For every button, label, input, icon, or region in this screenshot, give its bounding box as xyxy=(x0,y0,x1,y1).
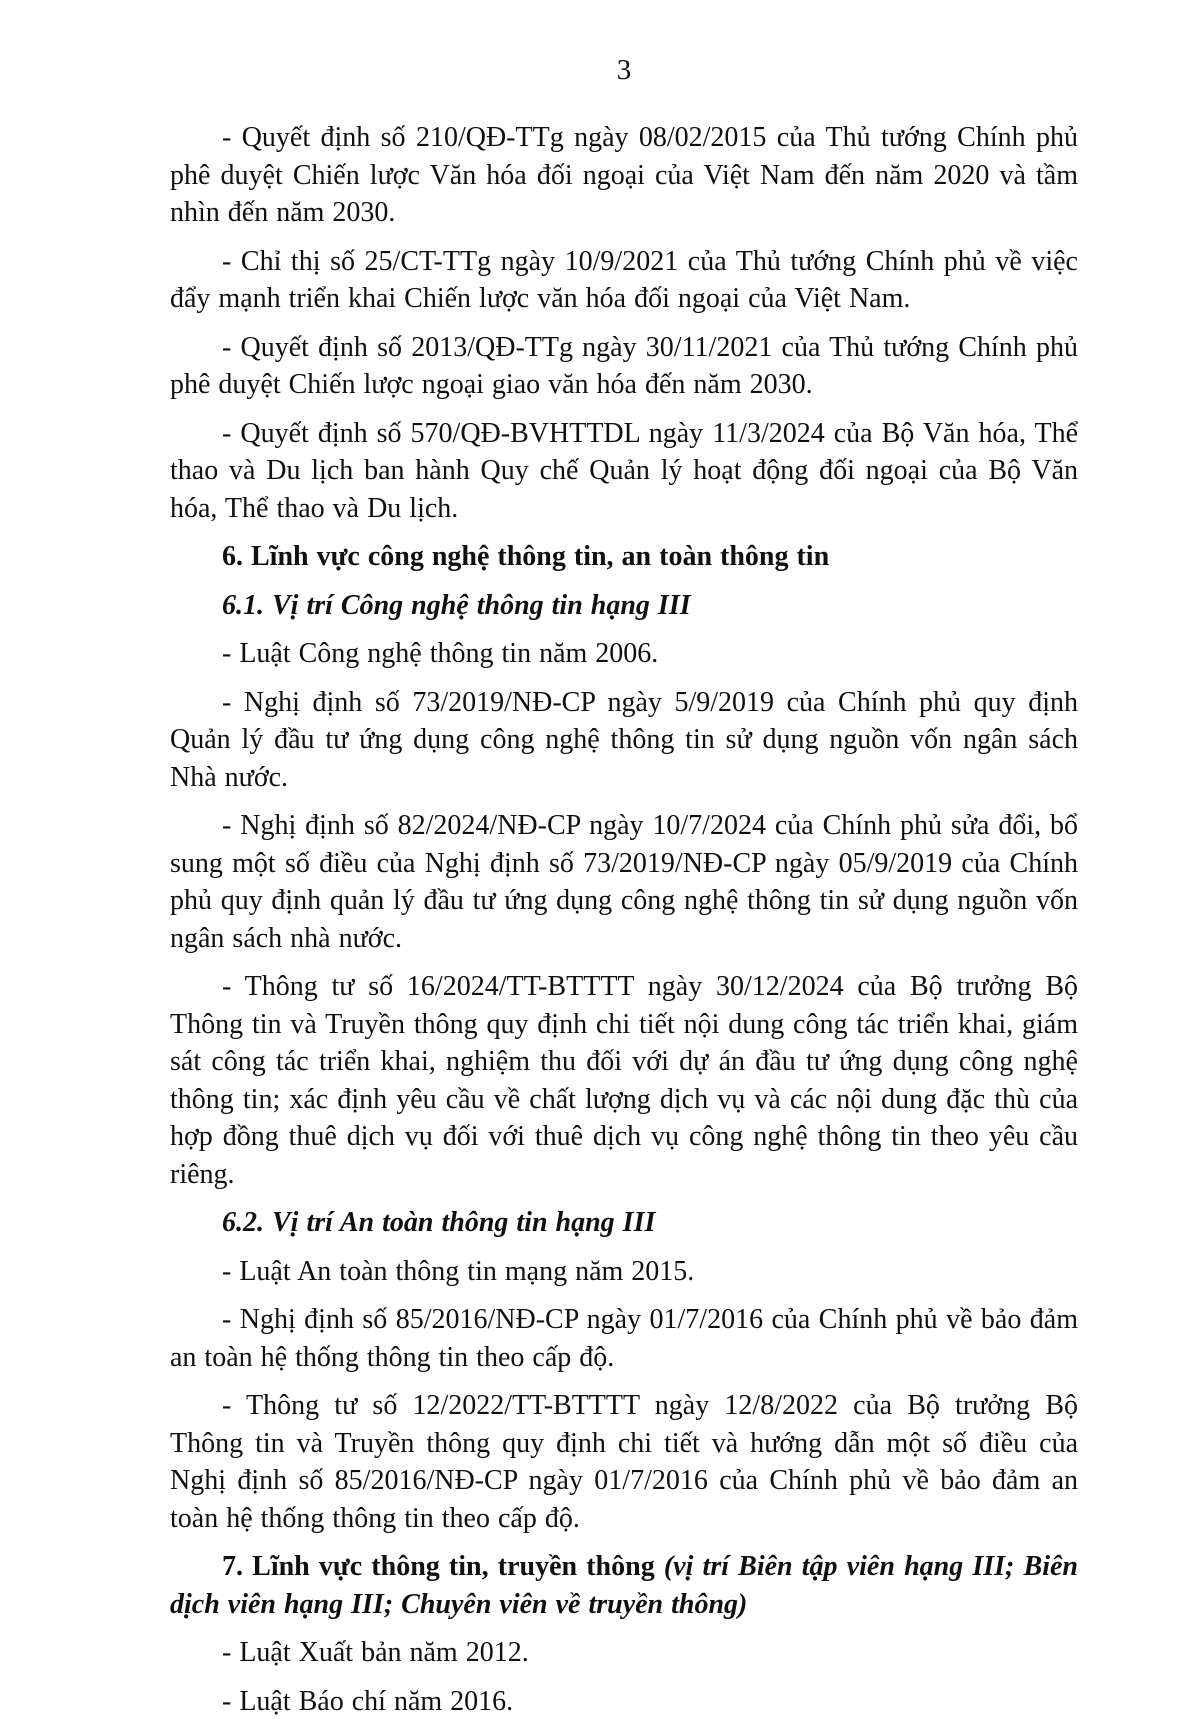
heading-section-6-1: 6.1. Vị trí Công nghệ thông tin hạng III xyxy=(170,587,1078,625)
para-decree-73-2019: - Nghị định số 73/2019/NĐ-CP ngày 5/9/2019 của Chính phủ quy định Quản lý đầu tư ứng dụng công nghệ thông tin sử dụng nguồn vốn ngân sách Nhà nước. xyxy=(170,684,1078,797)
heading-section-7-label: 7. Lĩnh vực thông tin, truyền thông xyxy=(222,1551,664,1582)
para-law-infosec-2015: - Luật An toàn thông tin mạng năm 2015. xyxy=(170,1253,1078,1291)
para-decree-85-2016: - Nghị định số 85/2016/NĐ-CP ngày 01/7/2016 của Chính phủ về bảo đảm an toàn hệ thống thông tin theo cấp độ. xyxy=(170,1301,1078,1376)
para-law-press-2016: - Luật Báo chí năm 2016. xyxy=(170,1683,1078,1720)
para-circular-12-2022: - Thông tư số 12/2022/TT-BTTTT ngày 12/8/2022 của Bộ trưởng Bộ Thông tin và Truyền thông quy định chi tiết và hướng dẫn một số điều của Nghị định số 85/2016/NĐ-CP ngày 01/7/2016 của Chính phủ về bảo đảm an toàn hệ thống thông tin theo cấp độ. xyxy=(170,1387,1078,1537)
heading-section-6-2: 6.2. Vị trí An toàn thông tin hạng III xyxy=(170,1204,1078,1242)
para-decree-82-2024: - Nghị định số 82/2024/NĐ-CP ngày 10/7/2024 của Chính phủ sửa đổi, bổ sung một số điều của Nghị định số 73/2019/NĐ-CP ngày 05/9/2019 của Chính phủ quy định quản lý đầu tư ứng dụng công nghệ thông tin sử dụng nguồn vốn ngân sách nhà nước. xyxy=(170,807,1078,957)
para-circular-16-2024: - Thông tư số 16/2024/TT-BTTTT ngày 30/12/2024 của Bộ trưởng Bộ Thông tin và Truyền thông quy định chi tiết nội dung công tác triển khai, giám sát công tác triển khai, nghiệm thu đối với dự án đầu tư ứng dụng công nghệ thông tin; xác định yêu cầu về chất lượng dịch vụ và các nội dung đặc thù của hợp đồng thuê dịch vụ đối với thuê dịch vụ công nghệ thông tin theo yêu cầu riêng. xyxy=(170,968,1078,1193)
para-law-publishing-2012: - Luật Xuất bản năm 2012. xyxy=(170,1634,1078,1672)
para-decision-2013-qd-ttg: - Quyết định số 2013/QĐ-TTg ngày 30/11/2021 của Thủ tướng Chính phủ phê duyệt Chiến lược ngoại giao văn hóa đến năm 2030. xyxy=(170,329,1078,404)
para-decision-210-qd-ttg: - Quyết định số 210/QĐ-TTg ngày 08/02/2015 của Thủ tướng Chính phủ phê duyệt Chiến lược Văn hóa đối ngoại của Việt Nam đến năm 2020 và tầm nhìn đến năm 2030. xyxy=(170,119,1078,232)
para-decision-570-qd-bvhttdl: - Quyết định số 570/QĐ-BVHTTDL ngày 11/3/2024 của Bộ Văn hóa, Thể thao và Du lịch ban hành Quy chế Quản lý hoạt động đối ngoại của Bộ Văn hóa, Thể thao và Du lịch. xyxy=(170,415,1078,528)
heading-section-6: 6. Lĩnh vực công nghệ thông tin, an toàn thông tin xyxy=(170,538,1078,576)
page-number: 3 xyxy=(170,52,1078,89)
para-law-it-2006: - Luật Công nghệ thông tin năm 2006. xyxy=(170,635,1078,673)
heading-section-7-positions: (vị trí Biên tập viên hạng III; Biên dịch viên hạng III; Chuyên viên về truyền thông) xyxy=(170,1551,1078,1620)
para-directive-25-ct-ttg: - Chỉ thị số 25/CT-TTg ngày 10/9/2021 của Thủ tướng Chính phủ về việc đẩy mạnh triển khai Chiến lược văn hóa đối ngoại của Việt Nam. xyxy=(170,243,1078,318)
heading-section-7 xyxy=(170,1548,1078,1623)
